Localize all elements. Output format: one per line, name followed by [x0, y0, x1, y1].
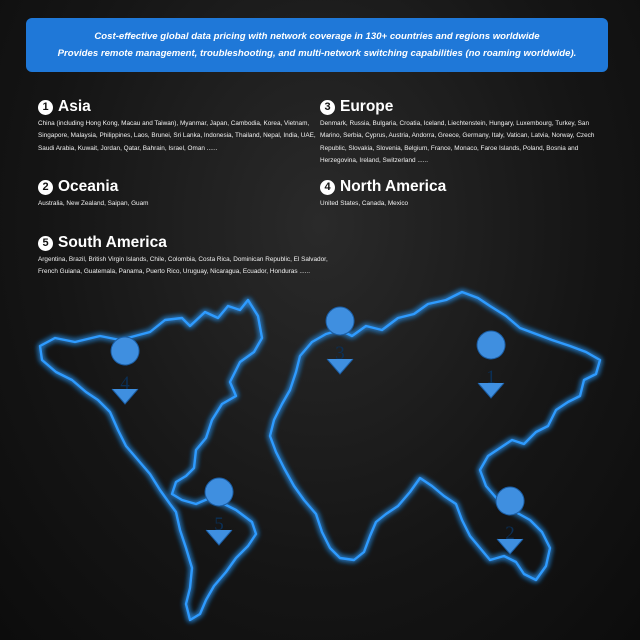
map-pin-5: [205, 478, 233, 545]
map-pin-label: 4: [120, 373, 130, 394]
map-pin-label: 3: [335, 343, 345, 364]
banner-line-1: Cost-effective global data pricing with network coverage in 130+ countries and regions worldwide: [94, 31, 540, 42]
region-title: North America: [340, 178, 447, 195]
region-number-badge: 4: [320, 180, 335, 195]
map-pin-label: 2: [505, 523, 515, 544]
region-title: Europe: [340, 98, 394, 115]
americas-outline: [40, 300, 262, 620]
region-countries: China (including Hong Kong, Macau and Taiwan), Myanmar, Japan, Cambodia, Korea, Vietnam, Singapore, Malaysia, Philippines, Laos, Brunei, Sri Lanka, Indonesia, Thailand, Nepal, India, UAE, Saudi Arabia, Kuwait, Jordan, Qatar, Bahrain, Israel, Oman ......: [38, 120, 316, 152]
region-number-badge: 5: [38, 236, 53, 251]
map-pin-label: 5: [214, 514, 224, 535]
region-number-badge: 2: [38, 180, 53, 195]
region-countries: Australia, New Zealand, Saipan, Guam: [38, 200, 149, 207]
banner-line-2: Provides remote management, troubleshooting, and multi-network switching capabilities (no roaming worldwide).: [57, 48, 577, 59]
region-number-badge: 3: [320, 100, 335, 115]
eurasia-africa-outline: [270, 292, 600, 580]
region-countries: Denmark, Russia, Bulgaria, Croatia, Iceland, Liechtenstein, Hungary, Luxembourg, Turkey, San Marino, Serbia, Cyprus, Austria, Andorra, Greece, Germany, Italy, Vatican, Latvia, Norway, Czech Republic, Slovakia, Slovenia, Belgium, France, Monaco, Faroe Islands, Poland, Bosnia and Herzegovina, Ireland, Switzerland ......: [320, 120, 595, 165]
region-title: Asia: [58, 98, 91, 115]
map-pin-2: [496, 487, 524, 554]
region-countries: United States, Canada, Mexico: [320, 200, 409, 207]
map-pin-label: 1: [486, 367, 496, 388]
region-countries: Argentina, Brazil, British Virgin Islands, Chile, Colombia, Costa Rica, Dominican Republic, El Salvador, French Guiana, Guatemala, Panama, Puerto Rico, Uruguay, Nicaragua, Ecuador, Honduras ......: [38, 256, 328, 276]
region-title: South America: [58, 234, 167, 251]
region-number-badge: 1: [38, 100, 53, 115]
map-pin-4: [111, 337, 139, 404]
region-title: Oceania: [58, 178, 119, 195]
map-pin-1: [477, 331, 505, 398]
map-pin-3: [326, 307, 354, 374]
